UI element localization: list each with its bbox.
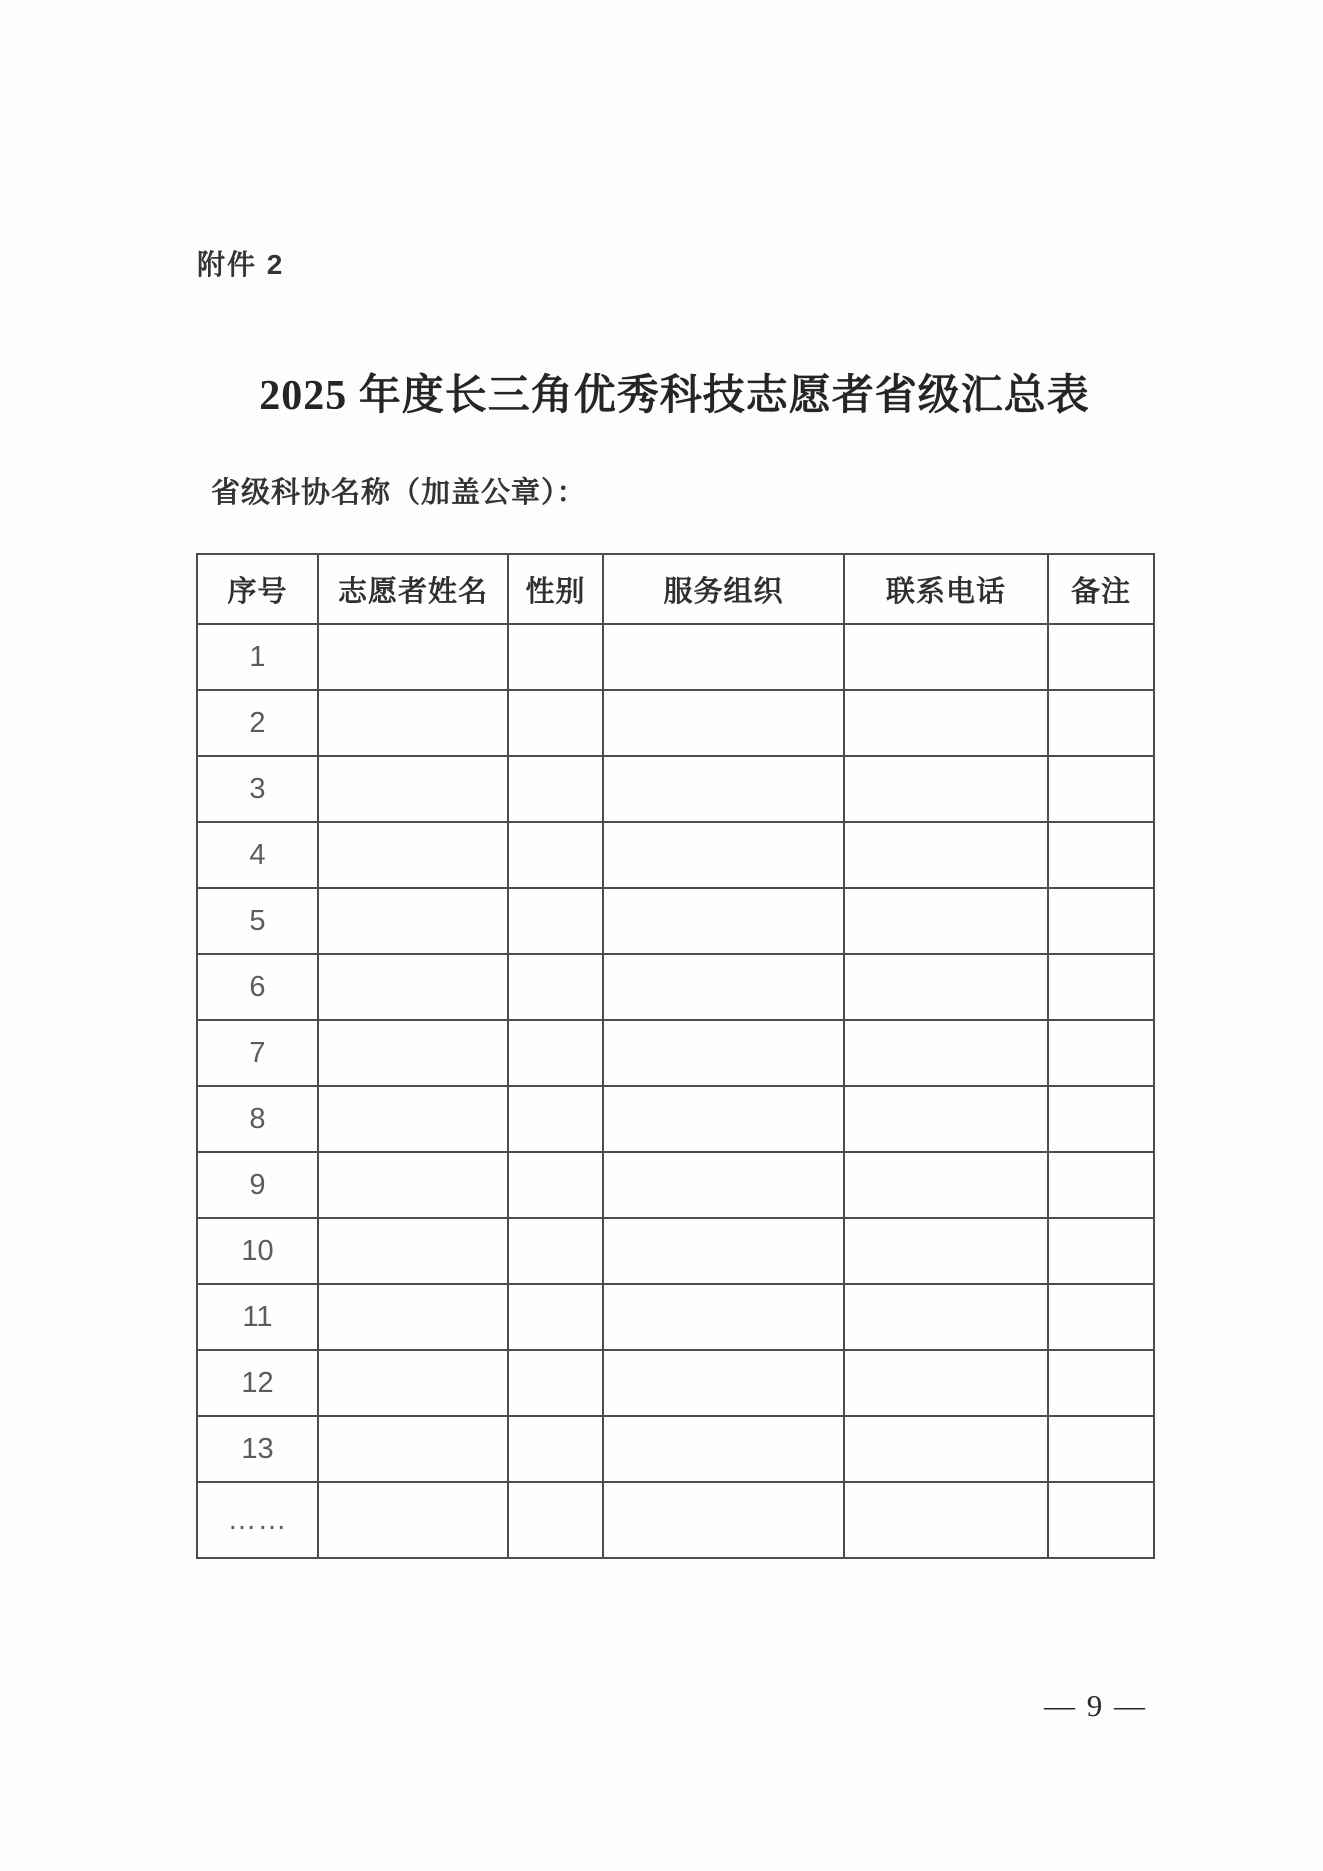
serial-number-cell: 7	[197, 1020, 318, 1086]
page-title: 2025 年度长三角优秀科技志愿者省级汇总表	[259, 373, 1090, 419]
name-cell	[318, 1020, 508, 1086]
gender-cell	[508, 1218, 603, 1284]
phone-cell	[844, 822, 1048, 888]
phone-cell	[844, 954, 1048, 1020]
organization-cell	[603, 888, 844, 954]
table-row	[197, 624, 1154, 690]
table-row	[197, 1218, 1154, 1284]
name-cell	[318, 1086, 508, 1152]
organization-cell	[603, 1152, 844, 1218]
organization-cell	[603, 1086, 844, 1152]
table-row	[197, 1482, 1154, 1558]
serial-number-cell: 10	[197, 1218, 318, 1284]
name-cell	[318, 954, 508, 1020]
gender-cell	[508, 822, 603, 888]
name-cell	[318, 756, 508, 822]
serial-number-cell: 13	[197, 1416, 318, 1482]
phone-cell	[844, 1218, 1048, 1284]
gender-cell	[508, 756, 603, 822]
remarks-cell	[1048, 1086, 1154, 1152]
phone-cell	[844, 888, 1048, 954]
remarks-cell	[1048, 1020, 1154, 1086]
organization-cell	[603, 1284, 844, 1350]
table-row	[197, 888, 1154, 954]
name-cell	[318, 1350, 508, 1416]
table-row	[197, 690, 1154, 756]
organization-cell	[603, 822, 844, 888]
organization-cell	[603, 690, 844, 756]
column-header-4: 联系电话	[844, 554, 1048, 624]
phone-cell	[844, 1350, 1048, 1416]
gender-cell	[508, 1152, 603, 1218]
gender-cell	[508, 1482, 603, 1558]
table-row	[197, 954, 1154, 1020]
gender-cell	[508, 1416, 603, 1482]
gender-cell	[508, 624, 603, 690]
table-row	[197, 1086, 1154, 1152]
column-header-2: 性别	[508, 554, 603, 624]
table-row	[197, 1020, 1154, 1086]
serial-number-cell: 11	[197, 1284, 318, 1350]
phone-cell	[844, 756, 1048, 822]
table-row	[197, 1284, 1154, 1350]
table-row	[197, 822, 1154, 888]
serial-number-cell: 8	[197, 1086, 318, 1152]
organization-cell	[603, 1350, 844, 1416]
remarks-cell	[1048, 624, 1154, 690]
remarks-cell	[1048, 1482, 1154, 1558]
organization-cell	[603, 1416, 844, 1482]
name-cell	[318, 690, 508, 756]
gender-cell	[508, 954, 603, 1020]
serial-number-cell: 6	[197, 954, 318, 1020]
phone-cell	[844, 1086, 1048, 1152]
column-header-1: 志愿者姓名	[318, 554, 508, 624]
phone-cell	[844, 1152, 1048, 1218]
gender-cell	[508, 1350, 603, 1416]
organization-cell	[603, 1218, 844, 1284]
serial-number-cell: 12	[197, 1350, 318, 1416]
table-row	[197, 1416, 1154, 1482]
gender-cell	[508, 1284, 603, 1350]
serial-number-cell: 2	[197, 690, 318, 756]
name-cell	[318, 1416, 508, 1482]
remarks-cell	[1048, 954, 1154, 1020]
remarks-cell	[1048, 1350, 1154, 1416]
column-header-3: 服务组织	[603, 554, 844, 624]
serial-number-cell: 5	[197, 888, 318, 954]
name-cell	[318, 1482, 508, 1558]
serial-number-cell: 9	[197, 1152, 318, 1218]
organization-cell	[603, 1482, 844, 1558]
gender-cell	[508, 1020, 603, 1086]
phone-cell	[844, 1020, 1048, 1086]
column-header-0: 序号	[197, 554, 318, 624]
serial-number-cell: ……	[197, 1482, 318, 1558]
remarks-cell	[1048, 1152, 1154, 1218]
remarks-cell	[1048, 822, 1154, 888]
gender-cell	[508, 690, 603, 756]
name-cell	[318, 888, 508, 954]
remarks-cell	[1048, 1416, 1154, 1482]
summary-table	[196, 553, 1155, 1559]
phone-cell	[844, 1482, 1048, 1558]
table-row	[197, 1350, 1154, 1416]
serial-number-cell: 4	[197, 822, 318, 888]
name-cell	[318, 624, 508, 690]
organization-cell	[603, 624, 844, 690]
organization-cell	[603, 954, 844, 1020]
serial-number-cell: 1	[197, 624, 318, 690]
attachment-label: 附件 2	[197, 249, 285, 280]
organization-cell	[603, 1020, 844, 1086]
table-row	[197, 1152, 1154, 1218]
serial-number-cell: 3	[197, 756, 318, 822]
table-row	[197, 756, 1154, 822]
page-number: — 9 —	[1044, 1688, 1147, 1723]
table-header-row	[197, 554, 1154, 624]
name-cell	[318, 1152, 508, 1218]
name-cell	[318, 1218, 508, 1284]
gender-cell	[508, 1086, 603, 1152]
phone-cell	[844, 624, 1048, 690]
phone-cell	[844, 1284, 1048, 1350]
name-cell	[318, 822, 508, 888]
gender-cell	[508, 888, 603, 954]
org-name-label: 省级科协名称（加盖公章）：	[211, 477, 587, 509]
remarks-cell	[1048, 1218, 1154, 1284]
phone-cell	[844, 1416, 1048, 1482]
remarks-cell	[1048, 756, 1154, 822]
remarks-cell	[1048, 888, 1154, 954]
remarks-cell	[1048, 690, 1154, 756]
phone-cell	[844, 690, 1048, 756]
remarks-cell	[1048, 1284, 1154, 1350]
name-cell	[318, 1284, 508, 1350]
organization-cell	[603, 756, 844, 822]
column-header-5: 备注	[1048, 554, 1154, 624]
